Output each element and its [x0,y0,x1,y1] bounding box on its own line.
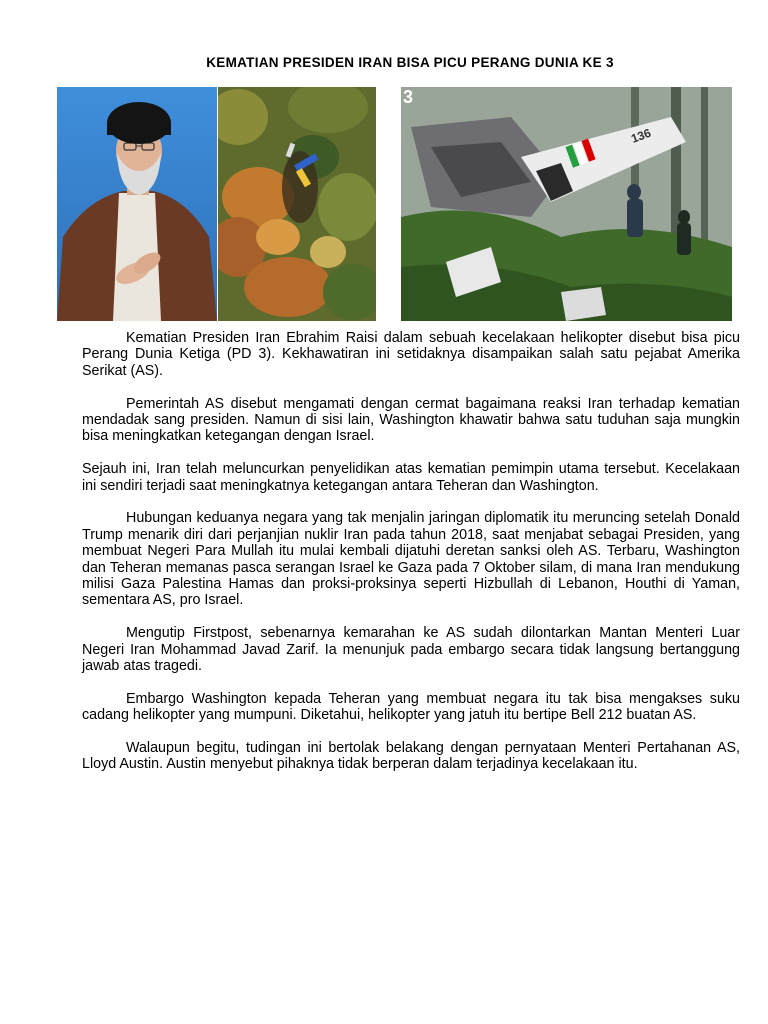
article-body [82,330,740,789]
photo-overlay-number: 3 [403,87,414,107]
paragraph-1: Kematian Presiden Iran Ebrahim Raisi dalam sebuah kecelakaan helikopter disebut bisa picu Perang Dunia Ketiga (PD 3). Kekhawatiran ini setidaknya disampaikan salah satu pejabat Amerika Serikat (AS). [82,330,740,379]
paragraph-7: Walaupun begitu, tudingan ini bertolak belakang dengan pernyataan Menteri Pertahanan AS, Lloyd Austin. Austin menyebut pihaknya tidak berperan dalam terjadinya kecelakaan itu. [82,740,740,773]
portrait-photo [57,87,217,321]
paragraph-3: Sejauh ini, Iran telah meluncurkan penyelidikan atas kematian pemimpin utama tersebut. Kecelakaan ini sendiri terjadi saat meningkatnya ketegangan antara Teheran dan Washington. [82,461,740,494]
helicopter-wreckage-photo [401,87,732,321]
photo-strip [57,87,732,321]
document-title: KEMATIAN PRESIDEN IRAN BISA PICU PERANG DUNIA KE 3 [206,55,614,70]
paragraph-2: Pemerintah AS disebut mengamati dengan cermat bagaimana reaksi Iran terhadap kematian mendadak sang presiden. Namun di sisi lain, Washington khawatir bahwa satu tuduhan saja mungkin bisa meningkatkan ketegangan dengan Israel. [82,395,740,445]
paragraph-6: Embargo Washington kepada Teheran yang membuat negara itu tak bisa mengakses suku cadang helikopter yang mumpuni. Diketahui, helikopter yang jatuh itu bertipe Bell 212 buatan AS. [82,690,740,724]
aerial-forest-photo [218,87,376,321]
paragraph-5: Mengutip Firstpost, sebenarnya kemarahan ke AS sudah dilontarkan Mantan Menteri Luar Negeri Iran Mohammad Javad Zarif. Ia menunjuk pada embargo secara tidak langsung bertanggung jawab atas tragedi. [82,625,740,675]
paragraph-4: Hubungan keduanya negara yang tak menjalin jaringan diplomatik itu meruncing setelah Donald Trump menarik diri dari perjanjian nuklir Iran pada tahun 2018, saat menjabat sebagai Presiden, yang membuat Negeri Para Mullah itu mulai kembali dijatuhi deretan sanksi oleh AS. Terbaru, Washington dan Teheran memanas pasca serangan Israel ke Gaza pada 7 Oktober silam, di mana Iran mendukung milisi Gaza Palestina Hamas dan proksi-proksinya seperti Hizbullah di Lebanon, Houthi di Yaman, sementara AS, pro Israel. [82,510,740,609]
tail-number: 136 [629,125,653,146]
